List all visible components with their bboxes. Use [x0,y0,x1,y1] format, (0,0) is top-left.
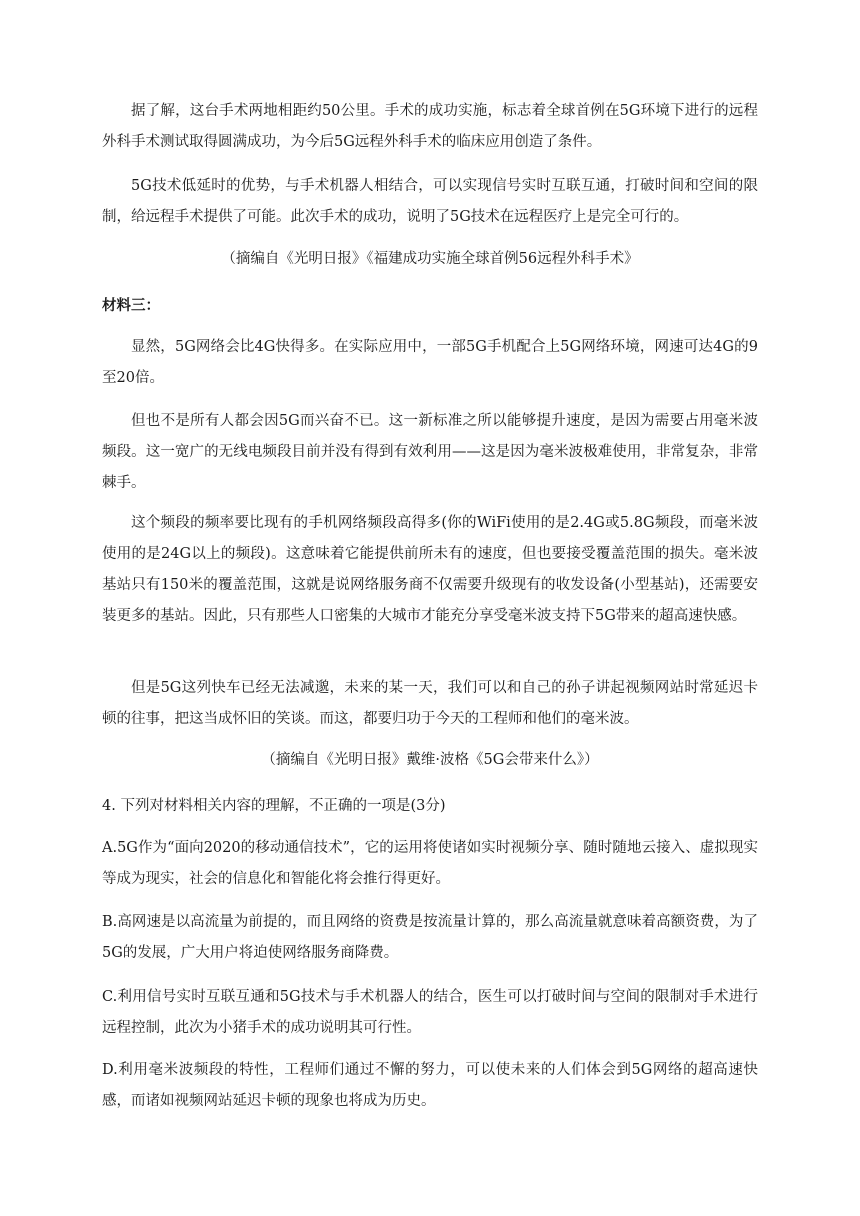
question-option-b: B.高网速是以高流量为前提的，而且网络的资费是按流量计算的，那么高流量就意味着高额资费，为了5G的发展，广大用户将迫使网络服务商降费。 [102,914,758,961]
material2-paragraph-2: 5G技术低延时的优势，与手术机器人相结合，可以实现信号实时互联互通，打破时间和空间的限制，给远程手术提供了可能。此次手术的成功，说明了5G技术在远程医疗上是完全可行的。 [102,178,758,225]
material3-paragraph-2: 但也不是所有人都会因5G而兴奋不已。这一新标准之所以能够提升速度，是因为需要占用毫米波频段。这一宽广的无线电频段目前并没有得到有效利用——这是因为毫米波极难使用，非常复杂，非常棘手。 [102,413,758,491]
material2-source: （摘编自《光明日报》《福建成功实施全球首例56远程外科手术》 [221,251,639,267]
question-option-c: C.利用信号实时互联互通和5G技术与手术机器人的结合，医生可以打破时间与空间的限制对手术进行远程控制，此次为小猪手术的成功说明其可行性。 [102,989,758,1036]
material3-paragraph-4: 但是5G这列快车已经无法减邈，未来的某一天，我们可以和自己的孙子讲起视频网站时常延迟卡顿的往事，把这当成怀旧的笑谈。而这，都要归功于今天的工程师和他们的毫米波。 [102,680,758,727]
material3-paragraph-1: 显然，5G网络会比4G快得多。在实际应用中，一部5G手机配合上5G网络环境，网速可达4G的9至20倍。 [102,339,758,386]
question-option-d: D.利用毫米波频段的特性，工程师们通过不懈的努力，可以使未来的人们体会到5G网络的超高速快感，而诸如视频网站延迟卡顿的现象也将成为历史。 [102,1062,758,1109]
material3-heading: 材料三： [102,297,160,314]
material3-source: （摘编自《光明日报》戴维·波格《5G会带来什么》） [261,752,599,768]
material3-paragraph-3: 这个频段的频率要比现有的手机网络频段高得多(你的WiFi使用的是2.4G或5.8G频段，而毫米波使用的是24G以上的频段)。这意味着它能提供前所未有的速度，但也要接受覆盖范围的损失。毫米波基站只有150米的覆盖范围，这就是说网络服务商不仅需要升级现有的收发设备(小型基站)，还需要安装更多的基站。因此，只有那些人口密集的大城市才能充分享受毫米波支持下5G带来的超高速快感。 [102,515,758,624]
question-stem: 4. 下列对材料相关内容的理解，不正确的一项是(3分) [102,798,446,814]
material2-paragraph-1: 据了解，这台手术两地相距约50公里。手术的成功实施，标志着全球首例在5G环境下进行的远程外科手术测试取得圆满成功，为今后5G远程外科手术的临床应用创造了条件。 [102,103,758,150]
question-option-a: A.5G作为“面向2020的移动通信技术”，它的运用将使诸如实时视频分享、随时随地云接入、虚拟现实等成为现实，社会的信息化和智能化将会推行得更好。 [102,840,758,887]
